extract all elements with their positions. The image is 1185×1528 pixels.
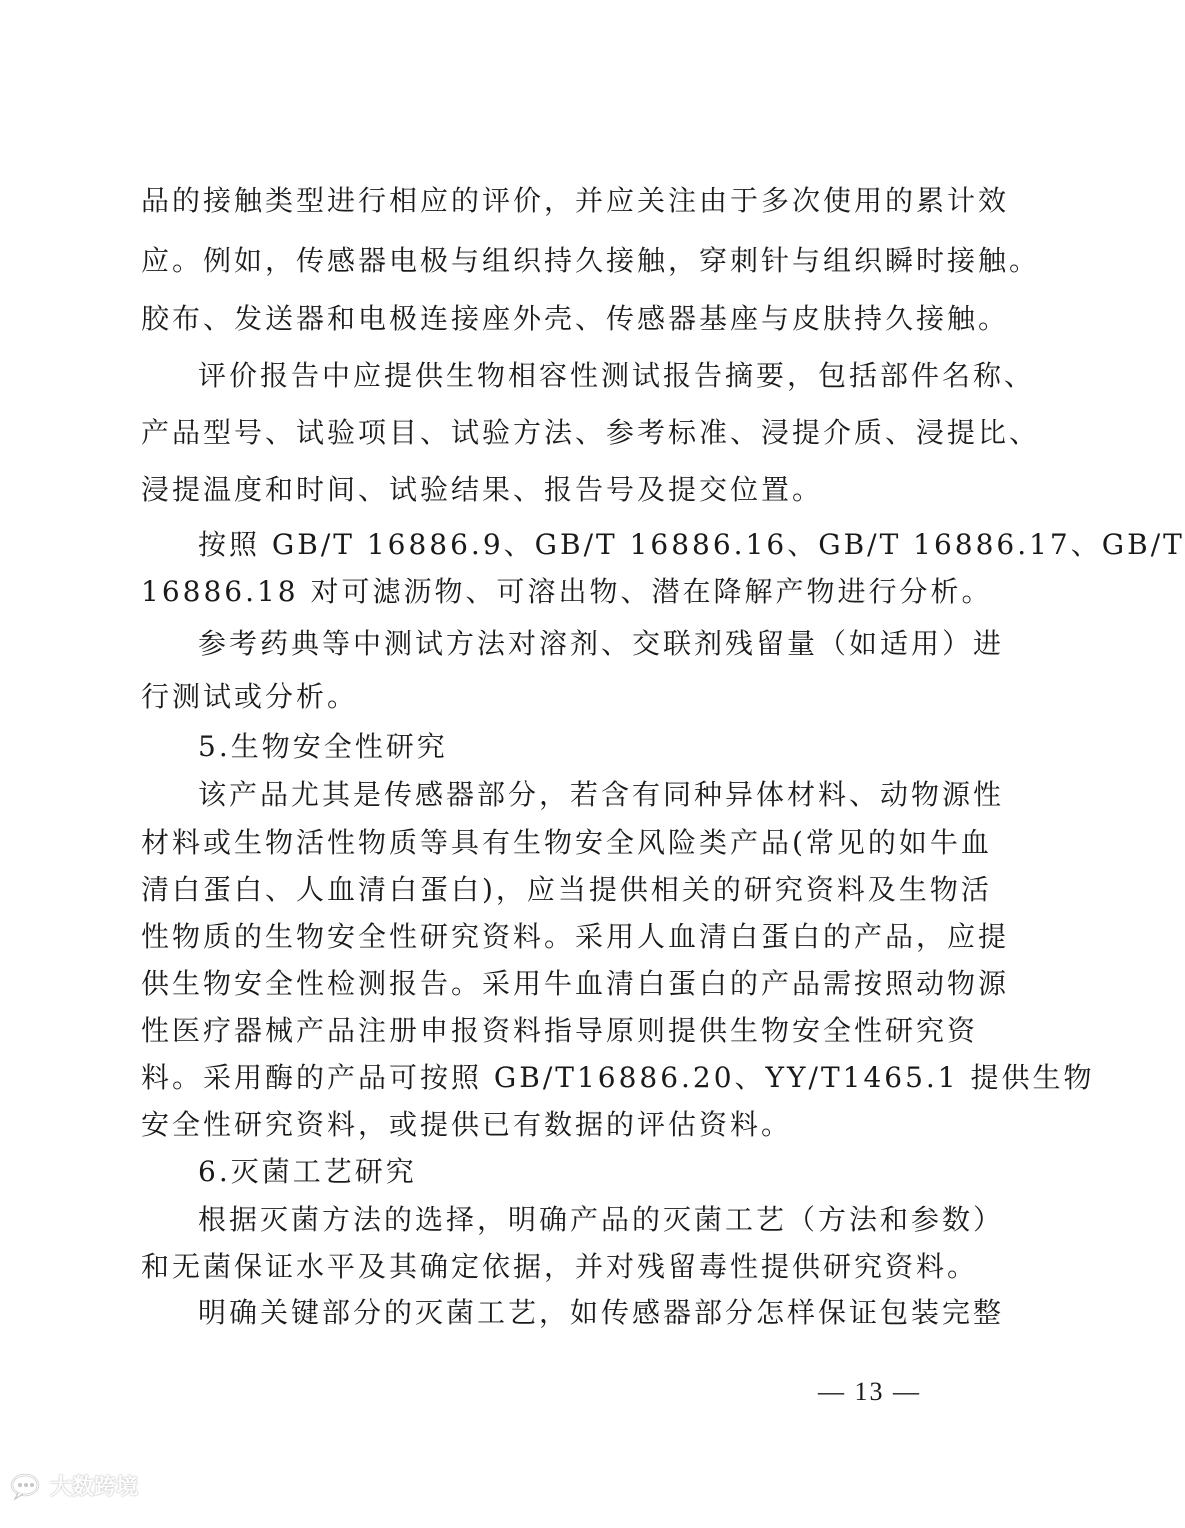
paragraph-line: 安全性研究资料，或提供已有数据的评估资料。: [141, 1108, 793, 1141]
chat-bubble-icon: [10, 1472, 44, 1500]
paragraph-line: 浸提温度和时间、试验结果、报告号及提交位置。: [141, 473, 824, 506]
watermark-text: 大数跨境: [50, 1475, 139, 1500]
paragraph-line: 行测试或分析。: [141, 680, 359, 713]
paragraph-line: 按照 GB/T 16886.9、GB/T 16886.16、GB/T 16886.17、GB/T: [198, 528, 1185, 561]
paragraph-line: 产品型号、试验项目、试验方法、参考标准、浸提介质、浸提比、: [141, 416, 1041, 449]
watermark: [10, 1470, 138, 1501]
paragraph-line: 评价报告中应提供生物相容性测试报告摘要，包括部件名称、: [198, 359, 1036, 392]
paragraph-line: 明确关键部分的灭菌工艺，如传感器部分怎样保证包装完整: [198, 1296, 1005, 1329]
paragraph-line: 材料或生物活性物质等具有生物安全风险类产品(常见的如牛血: [141, 826, 992, 859]
paragraph-line: 供生物安全性检测报告。采用牛血清白蛋白的产品需按照动物源: [141, 967, 1010, 1000]
paragraph-line: 胶布、发送器和电极连接座外壳、传感器基座与皮肤持久接触。: [141, 302, 1010, 335]
paragraph-line: 应。例如，传感器电极与组织持久接触，穿刺针与组织瞬时接触。: [141, 244, 1041, 277]
paragraph-line: 性医疗器械产品注册申报资料指导原则提供生物安全性研究资: [141, 1014, 979, 1047]
paragraph-line: 清白蛋白、人血清白蛋白)，应当提供相关的研究资料及生物活: [141, 873, 992, 906]
paragraph-line: 16886.18 对可滤沥物、可溶出物、潜在降解产物进行分析。: [141, 575, 993, 608]
paragraph-line: 该产品尤其是传感器部分，若含有同种异体材料、动物源性: [198, 778, 1005, 811]
paragraph-line: 性物质的生物安全性研究资料。采用人血清白蛋白的产品，应提: [141, 920, 1010, 953]
section-heading: 5.生物安全性研究: [198, 730, 448, 763]
paragraph-line: 参考药典等中测试方法对溶剂、交联剂残留量（如适用）进: [198, 627, 1005, 660]
section-heading: 6.灭菌工艺研究: [198, 1155, 417, 1188]
paragraph-line: 品的接触类型进行相应的评价，并应关注由于多次使用的累计效: [141, 184, 1010, 217]
paragraph-line: 料。采用酶的产品可按照 GB/T16886.20、YY/T1465.1 提供生物: [141, 1061, 1095, 1094]
page-number: — 13 —: [818, 1377, 921, 1406]
paragraph-line: 和无菌保证水平及其确定依据，并对残留毒性提供研究资料。: [141, 1250, 979, 1283]
paragraph-line: 根据灭菌方法的选择，明确产品的灭菌工艺（方法和参数）: [198, 1203, 1005, 1236]
